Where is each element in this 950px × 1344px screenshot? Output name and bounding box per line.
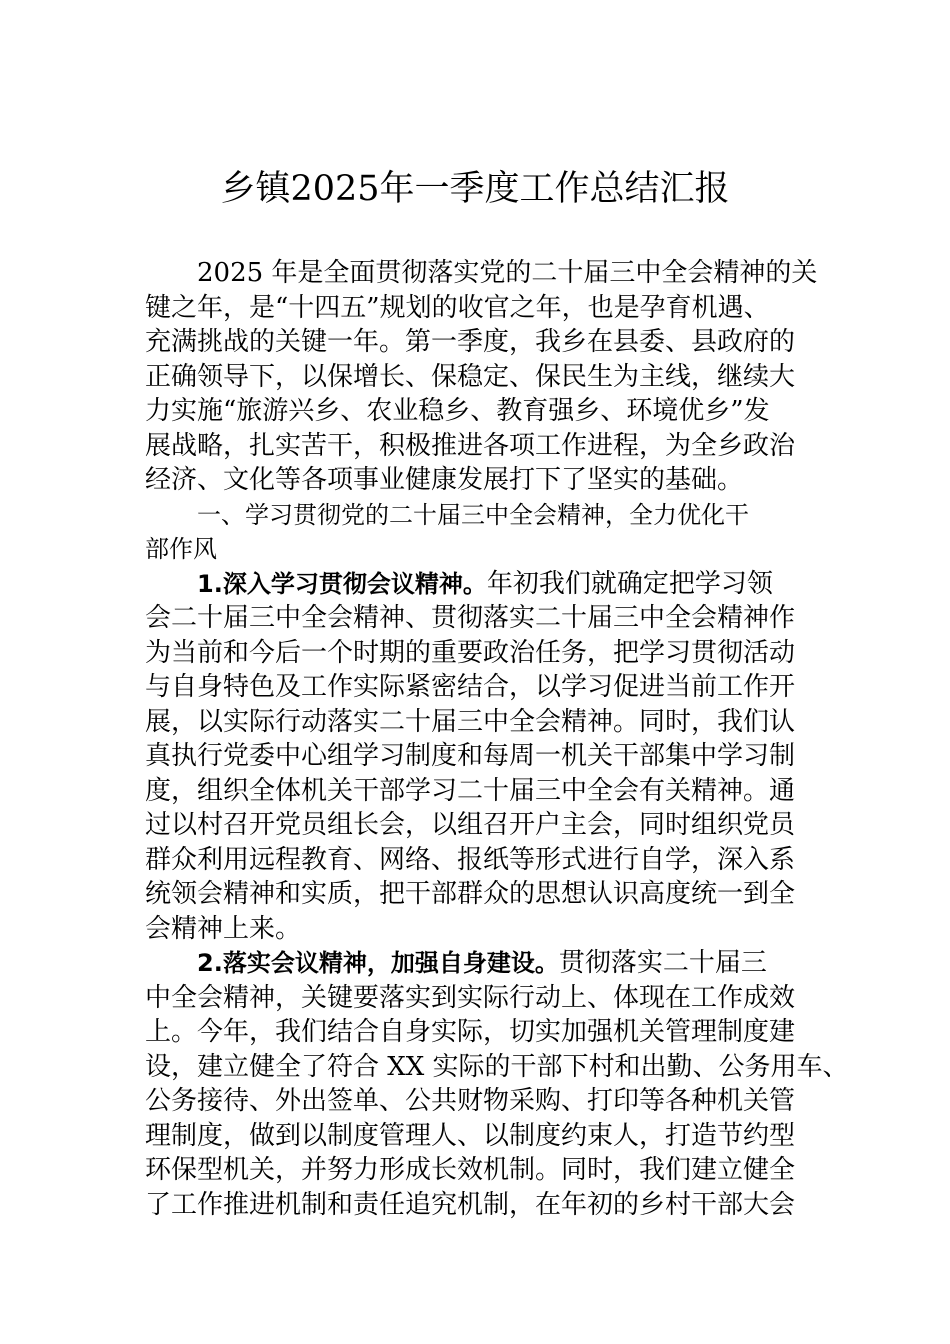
intro-line: 经济、文化等各项事业健康发展打下了坚实的基础。 xyxy=(145,465,744,495)
item1-line: 真执行党委中心组学习制度和每周一机关干部集中学习制 xyxy=(145,741,796,771)
document-title: 乡镇2025年一季度工作总结汇报 xyxy=(220,169,730,209)
item2-line: 上。今年，我们结合自身实际，切实加强机关管理制度建 xyxy=(145,1017,796,1047)
item2-line: 理制度，做到以制度管理人、以制度约束人，打造节约型 xyxy=(145,1120,796,1151)
item2-first-line xyxy=(145,946,825,981)
intro-line: 展战略，扎实苦干，积极推进各项工作进程，为全乡政治 xyxy=(145,430,796,461)
intro-line: 2025 年是全面贯彻落实党的二十届三中全会精神的关 xyxy=(197,258,818,288)
item2-line: 中全会精神，关键要落实到实际行动上、体现在工作成效 xyxy=(145,982,796,1013)
item1-line: 为当前和今后一个时期的重要政治任务，把学习贯彻活动 xyxy=(145,637,796,668)
intro-line: 正确领导下，以保增长、保稳定、保民生为主线，继续大 xyxy=(145,361,796,392)
item2-lead: 2.落实会议精神，加强自身建设。 xyxy=(197,949,559,977)
item1-text: 年初我们就确定把学习领 xyxy=(486,568,773,599)
intro-line: 力实施“旅游兴乡、农业稳乡、教育强乡、环境优乡”发 xyxy=(145,396,770,426)
section-heading-line: 一、学习贯彻党的二十届三中全会精神，全力优化干 xyxy=(197,500,749,529)
item2-line: 环保型机关，并努力形成长效机制。同时，我们建立健全 xyxy=(145,1155,796,1185)
item2-line: 了工作推进机制和责任追究机制，在年初的乡村干部大会 xyxy=(145,1189,796,1220)
document-body xyxy=(145,256,849,1222)
intro-line: 充满挑战的关键一年。第一季度，我乡在县委、县政府的 xyxy=(145,327,796,357)
item1-lead: 1.深入学习贯彻会议精神。 xyxy=(197,569,487,598)
item1-first-line xyxy=(145,567,825,602)
item1-line: 度，组织全体机关干部学习二十届三中全会有关精神。通 xyxy=(145,775,796,806)
intro-line: 键之年，是“十四五”规划的收官之年，也是孕育机遇、 xyxy=(145,292,770,323)
item1-line: 会二十届三中全会精神、贯彻落实二十届三中全会精神作 xyxy=(145,603,796,633)
item2-text: 贯彻落实二十届三 xyxy=(558,948,767,978)
item1-line: 过以村召开党员组长会，以组召开户主会，同时组织党员 xyxy=(145,810,796,840)
item1-line: 统领会精神和实质，把干部群众的思想认识高度统一到全 xyxy=(145,879,796,909)
item2-line: 设，建立健全了符合 XX 实际的干部下村和出勤、公务用车、 xyxy=(145,1051,849,1082)
item1-line: 会精神上来。 xyxy=(145,913,302,944)
item2-line: 公务接待、外出签单、公共财物采购、打印等各种机关管 xyxy=(145,1086,796,1116)
section-heading-line: 部作风 xyxy=(145,535,217,563)
item1-line: 展，以实际行动落实二十届三中全会精神。同时，我们认 xyxy=(145,706,796,737)
item1-line: 群众利用远程教育、网络、报纸等形式进行自学，深入系 xyxy=(145,844,796,875)
item1-line: 与自身特色及工作实际紧密结合，以学习促进当前工作开 xyxy=(145,672,796,702)
